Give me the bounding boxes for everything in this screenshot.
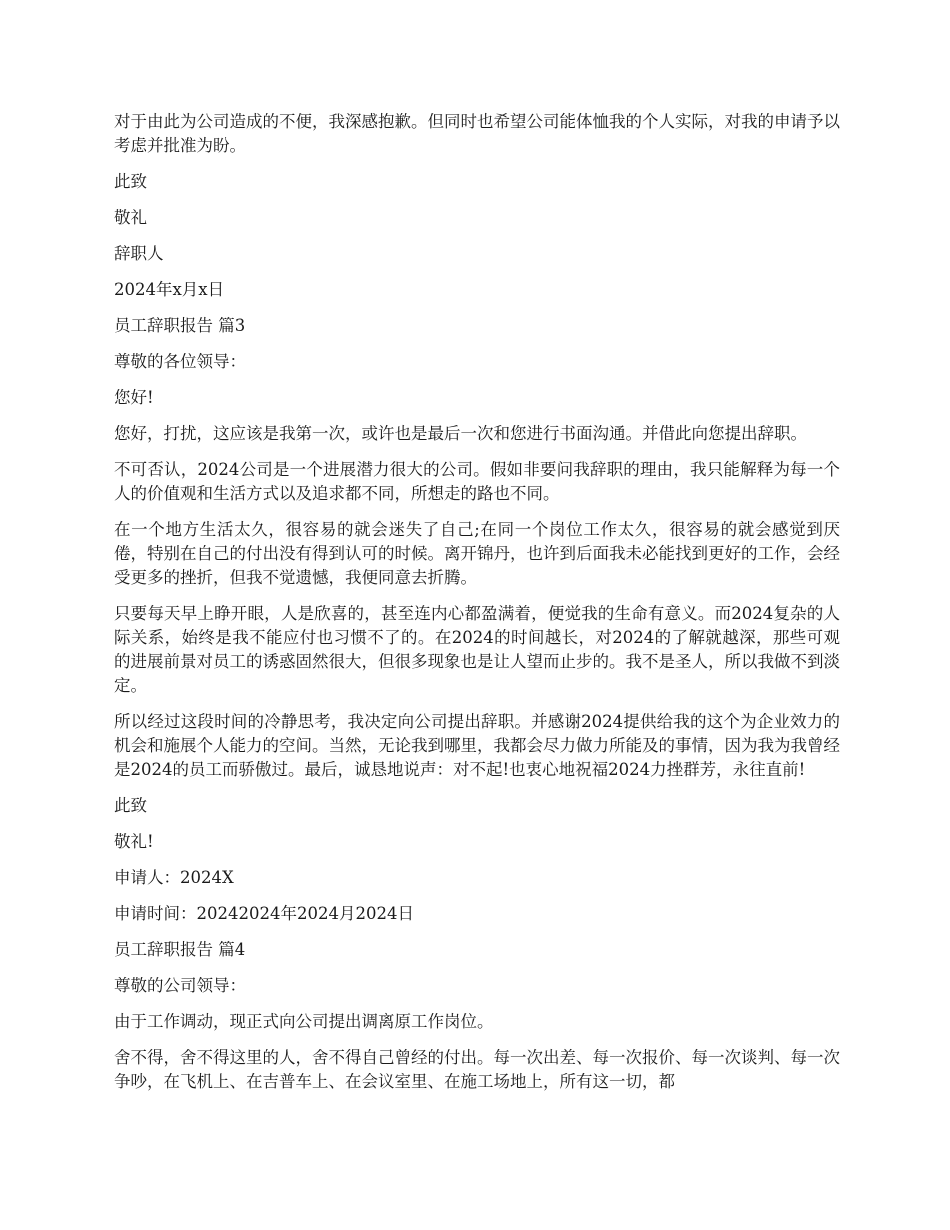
paragraph-apology: 对于由此为公司造成的不便，我深感抱歉。但同时也希望公司能体恤我的个人实际，对我的申请予以考虑并批准为盼。 xyxy=(114,112,840,155)
closing-jingli-1: 敬礼 xyxy=(114,208,147,227)
paragraph-reason: 不可否认，2024公司是一个进展潜力很大的公司。假如非要问我辞职的理由，我只能解释为每一个人的价值观和生活方式以及追求都不同，所想走的路也不同。 xyxy=(114,460,840,503)
date-line: 2024年x月x日 xyxy=(114,280,225,299)
signature-label: 辞职人 xyxy=(114,244,164,263)
paragraph-reluctance: 舍不得，舍不得这里的人，舍不得自己曾经的付出。每一次出差、每一次报价、每一次谈判、每一次争吵，在飞机上、在吉普车上、在会议室里、在施工场地上，所有这一切，都 xyxy=(114,1048,840,1091)
salutation-4: 尊敬的公司领导： xyxy=(114,976,246,995)
salutation-3: 尊敬的各位领导： xyxy=(114,352,246,371)
section-heading-3: 员工辞职报告 篇3 xyxy=(114,316,246,335)
paragraph-transfer: 由于工作调动，现正式向公司提出调离原工作岗位。 xyxy=(114,1012,494,1031)
application-date-line: 申请时间：20242024年2024月2024日 xyxy=(114,904,414,923)
paragraph-decision: 所以经过这段时间的冷静思考，我决定向公司提出辞职。并感谢2024提供给我的这个为企业效力的机会和施展个人能力的空间。当然，无论我到哪里，我都会尽力做力所能及的事情，因为我为我曾经是2024的员工而骄傲过。最后，诚恳地说声：对不起!也衷心地祝福2024力挫群芳，永往直前! xyxy=(114,712,840,779)
paragraph-weary: 在一个地方生活太久，很容易的就会迷失了自己;在同一个岗位工作太久，很容易的就会感觉到厌倦，特别在自己的付出没有得到认可的时候。离开锦丹，也许到后面我未必能找到更好的工作，会经受更多的挫折，但我不觉遗憾，我便同意去折腾。 xyxy=(114,520,840,587)
section-heading-4: 员工辞职报告 篇4 xyxy=(114,940,246,959)
closing-cizhi-2: 此致 xyxy=(114,796,147,815)
greeting-3: 您好! xyxy=(114,388,154,407)
closing-jingli-2: 敬礼! xyxy=(114,832,154,851)
paragraph-intro: 您好，打扰，这应该是我第一次，或许也是最后一次和您进行书面沟通。并借此向您提出辞职。 xyxy=(114,424,807,443)
document-page xyxy=(114,110,840,1106)
closing-cizhi-1: 此致 xyxy=(114,172,147,191)
paragraph-morning: 只要每天早上睁开眼，人是欣喜的，甚至连内心都盈满着，便觉我的生命有意义。而2024复杂的人际关系，始终是我不能应付也习惯不了的。在2024的时间越长，对2024的了解就越深，那些可观的进展前景对员工的诱惑固然很大，但很多现象也是让人望而止步的。我不是圣人，所以我做不到淡定。 xyxy=(114,604,840,695)
applicant-line: 申请人：2024X xyxy=(114,868,234,887)
